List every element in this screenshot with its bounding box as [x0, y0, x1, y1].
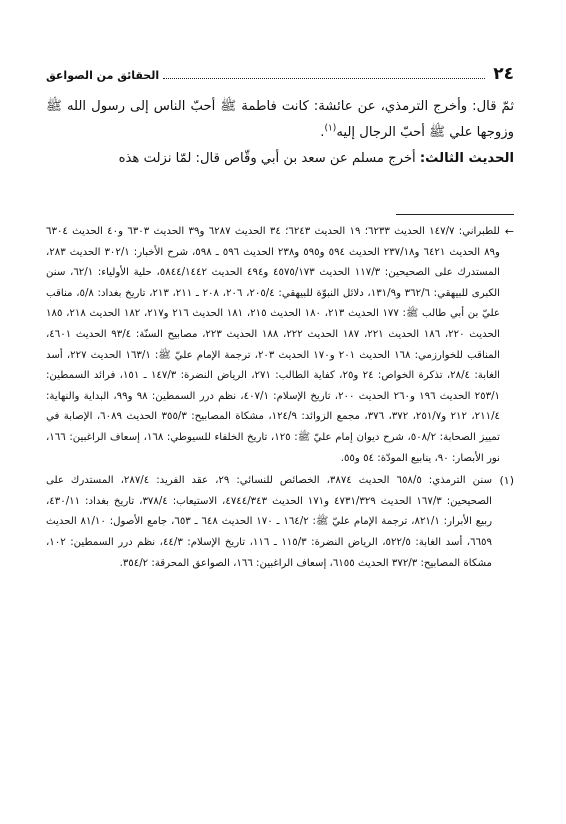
paragraph-end: . [320, 125, 325, 140]
paragraph-text: أخرج مسلم عن سعد بن أبي وقّاص قال: لمّا نزلت هذه [118, 151, 420, 166]
header-dotted-leader [163, 77, 485, 79]
footnote-text: للطبراني: ١٤٧/٧ الحديث ٦٢٣٣؛ ١٩ الحديث ٦٢٤٣؛ ٣٤ الحديث ٦٢٨٧ و٣٩ الحديث ٦٣٠٣ و٤٠ الحديث ٦٣٠٤ و٨٩ الحديث ٦٤٢١ و٢٣٧/١٨ الحديث ٥٩٤ و٥٩٥ و٢٣٨ الحديث ٥٩٦ ـ ٥٩٨، شرح الأخبار: ٣٠٢/١ الحديث ٢٨٣، المستدرك على الصحيحين: ١١٧/٣ الحديث ٤٥٧٥/١٧٣ و٤٩٤ الحديث ٥٨٤٤/١٤٤٢، حلية الأولياء: ٦٢/١، سنن الكبرى للبيهقي: ٣٦٢/٦ و١٣١/٩، دلائل النبوّة للبيهقي: ٢٠٥/٤، ٢٠٦، ٢٠٨ ـ ٢١١، ٢١٣، تاريخ بغداد: ٥/٨، مناقب عليّ بن أبي طالب ﷺ: ١٧٧ الحديث ٢١٣، ١٨٠ الحديث ٢١٥، ١٨١ الحديث ٢١٦ و٢١٧، ١٨٢ الحديث ٢١٨، ١٨٥ الحديث ٢٢٠، ١٨٦ الحديث ٢٢١، ١٨٧ الحديث ٢٢٢، ١٨٨ الحديث ٢٢٣، مصابيح السنّة: ٩٣/٤ الحديث ٤٦٠١، المناقب للخوارزمي: ١٦٨ الحديث ٢٠١ و١٧٠ الحديث ٢٠٣، ترجمة الإمام عليّ ﷺ: ١٦٣/١ الحديث ٢٢٧، أسد الغابة: ٢٨/٤، تذكرة الخواص: ٢٤ و٢٥، كفاية الطالب: ٢٧١، الرياض النضرة: ١٤٧/٣ ـ ١٥١، فرائد السمطين: ٢٥٣/١ الحديث ١٩٦ و٢٦٠ الحديث ٢٠٠، تاريخ الإسلام: ٤٠٧/١، نظم درر السمطين: ٩٨ و٩٩، البداية والنهاية: ٢١١/٤، ٢١٢ و٢٥١/٧، ٣٧٢، ٣٧٦، مجمع الزوائد: ١٢٤/٩، مشكاة المصابيح: ٣٥٥/٣ الحديث ٦٠٨٩، الإصابة في تمييز الصحابة: ٥٠٨/٢، شرح ديوان إمام عليّ ﷺ: ١٢٥، تاريخ الخلفاء للسيوطي: ١٦٨، إسعاف الراغبين: ١٦٦، نور الأبصار: ٩٠، ينابيع المودّة: ٥٤ و٥٥. [46, 226, 500, 464]
footnote-continuation [46, 222, 514, 469]
hadith-title: الحديث الثالث: [419, 151, 514, 166]
paragraph-text: ثمّ قال: وأخرج الترمذي، عن عائشة: كانت فاطمة ﷺ أحبّ الناس إلى رسول الله ﷺ وزوجها علي ﷺ أحبّ الرجال إليه [46, 99, 514, 140]
footnote-number: (١) [499, 474, 514, 488]
footnote-1 [46, 471, 514, 574]
footnote-ref: (١) [324, 123, 337, 134]
main-text [46, 94, 514, 172]
footnote-separator [396, 214, 514, 215]
running-title: الحقائق من الصواعق [46, 69, 160, 82]
paragraph-hadith-three [46, 146, 514, 172]
page-header [46, 62, 514, 84]
page-number: ٢٤ [493, 64, 514, 84]
paragraph-tirmidhi [46, 94, 514, 146]
footnote-text: سنن الترمذي: ٦٥٨/٥ الحديث ٣٨٧٤، الخصائص للنسائي: ٢٩، عقد الفريد: ٢٨٧/٤، المستدرك على الصحيحين: ١٦٧/٣ الحديث ٤٧٣١/٣٢٩ و١٧١ الحديث ٤٧٤٤/٣٤٣، الاستيعاب: ٣٧٨/٤، تاريخ بغداد: ٤٣٠/١١، ربيع الأبرار: ٨٢١/١، ترجمة الإمام عليّ ﷺ: ١٦٤/٢ ـ ١٧٠ الحديث ٦٤٨ ـ ٦٥٣، جامع الأصول: ٨١/١٠ الحديث ٦٦٥٩، أسد الغابة: ٥٢٢/٥، الرياض النضرة: ١١٥/٣ ـ ١١٦، تاريخ الإسلام: ٤٤/٣، نظم درر السمطين: ١٠٢، مشكاة المصابيح: ٣٧٢/٣ الحديث ٦١٥٥، إسعاف الراغبين: ١٦٦، الصواعق المحرقة: ٣٥٤/٢. [46, 475, 493, 569]
continuation-arrow-icon: ← [504, 225, 514, 238]
footnotes [46, 222, 514, 576]
